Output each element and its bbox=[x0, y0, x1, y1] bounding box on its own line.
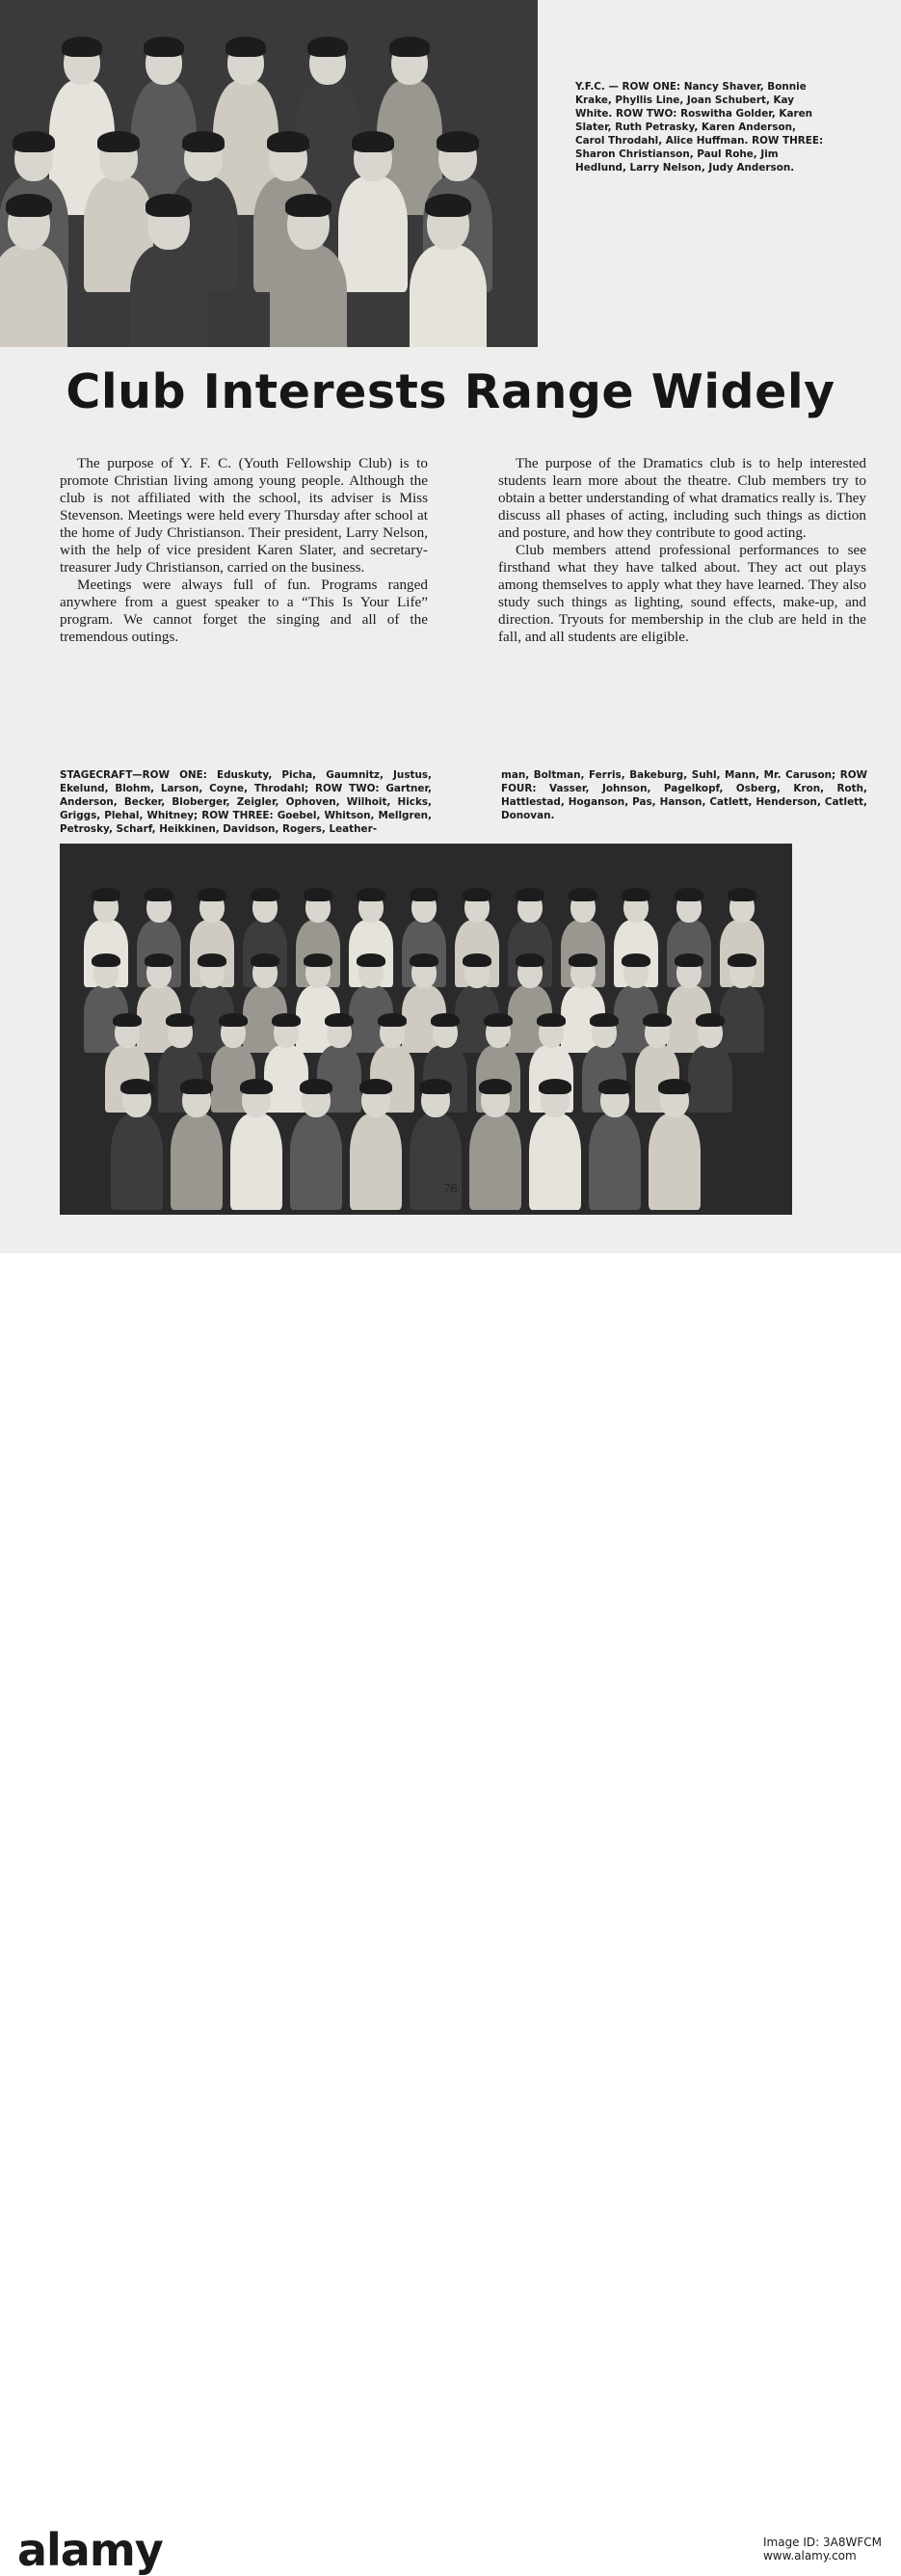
image-id: Image ID: 3A8WFCM bbox=[762, 2536, 882, 2549]
dramatics-paragraph-2: Club members attend professional performances to see firsthand what they have talked about. They act out plays among themselves to apply what they have learned. They also study such things as lighting, sound effects, make-up, and direction. Tryouts for membership in the club are held in the fall, and all students are eligible. bbox=[498, 542, 866, 645]
yfc-paragraph-2: Meetings were always full of fun. Programs ranged anywhere from a guest speaker to a “This Is Your Life” program. We cannot forget the singing and all of the tremendous outings. bbox=[60, 577, 428, 645]
dramatics-article bbox=[498, 455, 866, 646]
dramatics-paragraph-1: The purpose of the Dramatics club is to help interested students learn more about the theatre. Club members try to obtain a better understanding of what dramatics really is. They discuss all phases of acting, including such things as diction and posture, and how they contribute to good acting. bbox=[498, 455, 866, 541]
stagecraft-group-photo bbox=[60, 844, 792, 1215]
site-url: www.alamy.com bbox=[762, 2549, 857, 2563]
page-number: 76 bbox=[443, 1182, 458, 1196]
yfc-article bbox=[60, 455, 428, 646]
stagecraft-caption-right: man, Boltman, Ferris, Bakeburg, Suhl, Mann, Mr. Caruson; ROW FOUR: Vasser, Johnson, Pagelkopf, Osberg, Kron, Roth, Hattlestad, Hoganson, Pas, Hanson, Catlett, Henderson, Catlett, Donovan. bbox=[501, 769, 867, 821]
alamy-logo: alamy bbox=[17, 2524, 163, 2576]
watermark-bar bbox=[0, 1253, 901, 2576]
yfc-group-photo bbox=[0, 0, 538, 347]
page-headline: Club Interests Range Widely bbox=[66, 364, 835, 419]
yfc-paragraph-1: The purpose of Y. F. C. (Youth Fellowship Club) is to promote Christian living among young people. Although the club is not affiliated with the school, its adviser is Miss Stevenson. Meetings were held every Thursday after school at the home of Judy Christianson. Their president, Larry Nelson, with the help of vice president Karen Slater, and secretary-treasurer Judy Christianson, carried on the business. bbox=[60, 455, 428, 576]
stagecraft-caption-left: STAGECRAFT—ROW ONE: Eduskuty, Picha, Gaumnitz, Justus, Ekelund, Blohm, Larson, Coyne, Throdahl; ROW TWO: Gartner, Anderson, Becker, Bloberger, Zeigler, Ophoven, Wilhoit, Hicks, Griggs, Plehal, Whitney; ROW THREE: Goebel, Whitson, Mellgren, Petrosky, Scharf, Heikkinen, Davidson, Rogers, Leather- bbox=[60, 769, 432, 835]
yearbook-page bbox=[0, 0, 901, 1253]
yfc-caption: Y.F.C. — ROW ONE: Nancy Shaver, Bonnie Krake, Phyllis Line, Joan Schubert, Kay White. ROW TWO: Roswitha Golder, Karen Slater, Ruth Petrasky, Karen Anderson, Carol Throdahl, Alice Huffman. ROW THREE: Sharon Christianson, Paul Rohe, Jim Hedlund, Larry Nelson, Judy Anderson. bbox=[575, 81, 824, 174]
image-id-block bbox=[763, 2536, 882, 2563]
